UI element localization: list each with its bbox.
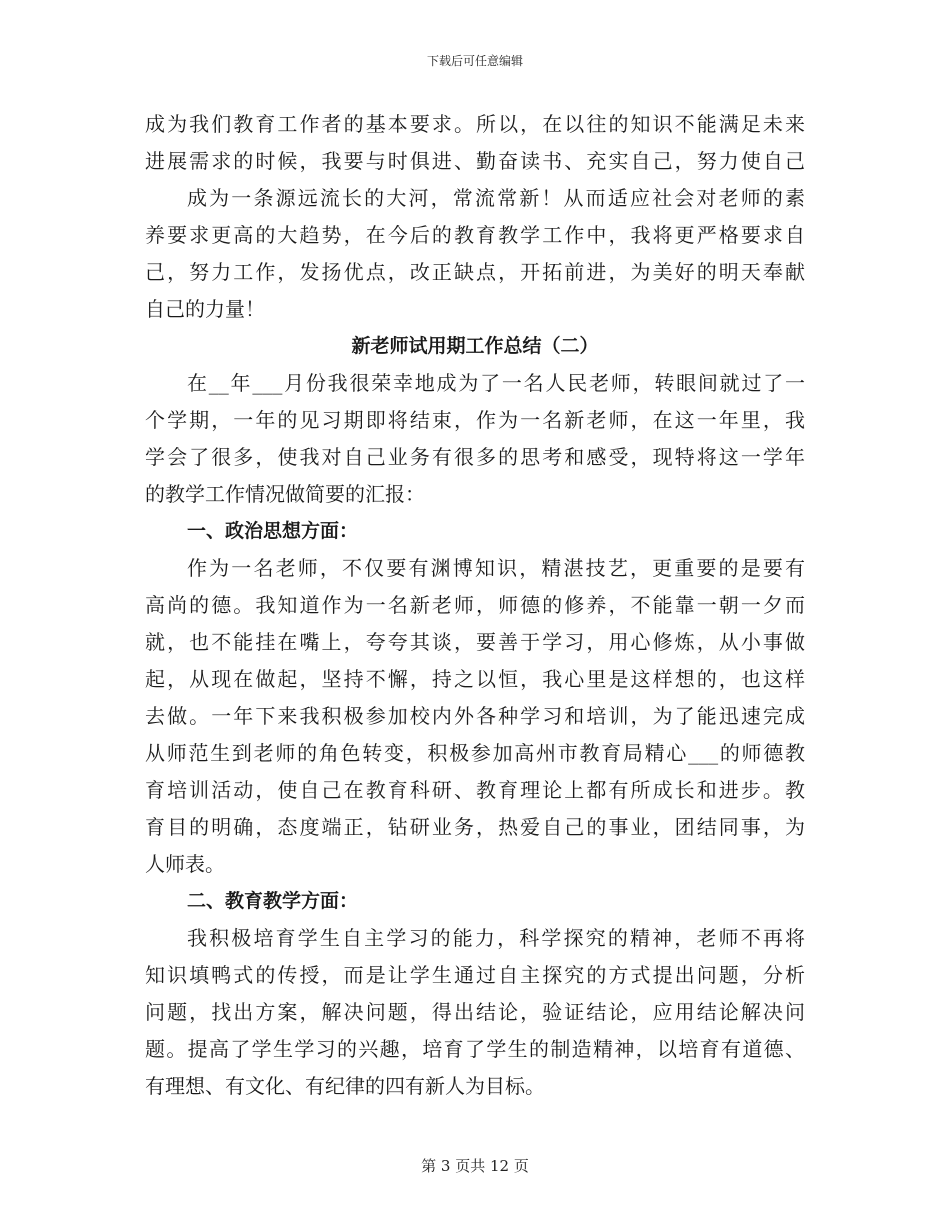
text-line: 我积极培育学生自主学习的能力，科学探究的精神，老师不再将 — [187, 926, 805, 950]
text-line: 起，从现在做起，坚持不懈，持之以恒，我心里是这样想的，也这样 — [145, 667, 805, 691]
text-line: 有理想、有文化、有纪律的四有新人为目标。 — [145, 1074, 545, 1098]
text-line: 去做。一年下来我积极参加校内外各种学习和培训，为了能迅速完成 — [145, 704, 805, 728]
text-line: 就，也不能挂在嘴上，夸夸其谈，要善于学习，用心修炼，从小事做 — [145, 630, 805, 654]
text-line: 作为一名老师，不仅要有渊博知识，精湛技艺，更重要的是要有 — [187, 556, 805, 580]
text-line: 高尚的德。我知道作为一名新老师，师德的修养，不能靠一朝一夕而 — [145, 593, 805, 617]
text-line: 自己的力量！ — [145, 297, 265, 321]
text-line: 问题，找出方案，解决问题，得出结论，验证结论，应用结论解决问 — [145, 1000, 805, 1024]
text-line: 进展需求的时候，我要与时俱进、勤奋读书、充实自己，努力使自己 — [145, 149, 805, 173]
text-line: 成为我们教育工作者的基本要求。所以，在以往的知识不能满足未来 — [145, 112, 805, 136]
page-header: 下载后可任意编辑 — [426, 54, 523, 68]
text-line: 知识填鸭式的传授，而是让学生通过自主探究的方式提出问题，分析 — [145, 963, 805, 987]
text-line: 题。提高了学生学习的兴趣，培育了学生的制造精神，以培育有道德、 — [145, 1037, 805, 1061]
subsection-heading: 一、政治思想方面： — [187, 520, 359, 542]
text-line: 养要求更高的大趋势，在今后的教育教学工作中，我将更严格要求自 — [145, 223, 805, 247]
section-title: 新老师试用期工作总结（二） — [351, 335, 599, 357]
page-footer: 第 3 页共 12 页 — [421, 1157, 529, 1175]
text-line: 己，努力工作，发扬优点，改正缺点，开拓前进，为美好的明天奉献 — [145, 260, 805, 284]
text-line: 成为一条源远流长的大河，常流常新！从而适应社会对老师的素 — [187, 186, 805, 210]
text-line: 人师表。 — [145, 852, 225, 876]
text-line: 的教学工作情况做简要的汇报： — [145, 482, 425, 506]
document-body — [145, 106, 805, 1105]
subsection-heading: 二、教育教学方面： — [187, 890, 359, 912]
text-line: 从师范生到老师的角色转变，积极参加高州市教育局精心___的师德教 — [145, 741, 805, 765]
text-line: 学会了很多，使我对自己业务有很多的思考和感受，现特将这一学年 — [145, 445, 805, 469]
text-line: 育培训活动，使自己在教育科研、教育理论上都有所成长和进步。教 — [145, 778, 805, 802]
text-line: 在__年___月份我很荣幸地成为了一名人民老师，转眼间就过了一 — [187, 371, 805, 395]
text-line: 育目的明确，态度端正，钻研业务，热爱自己的事业，团结同事，为 — [145, 815, 805, 839]
text-line: 个学期，一年的见习期即将结束，作为一名新老师，在这一年里，我 — [145, 408, 805, 432]
